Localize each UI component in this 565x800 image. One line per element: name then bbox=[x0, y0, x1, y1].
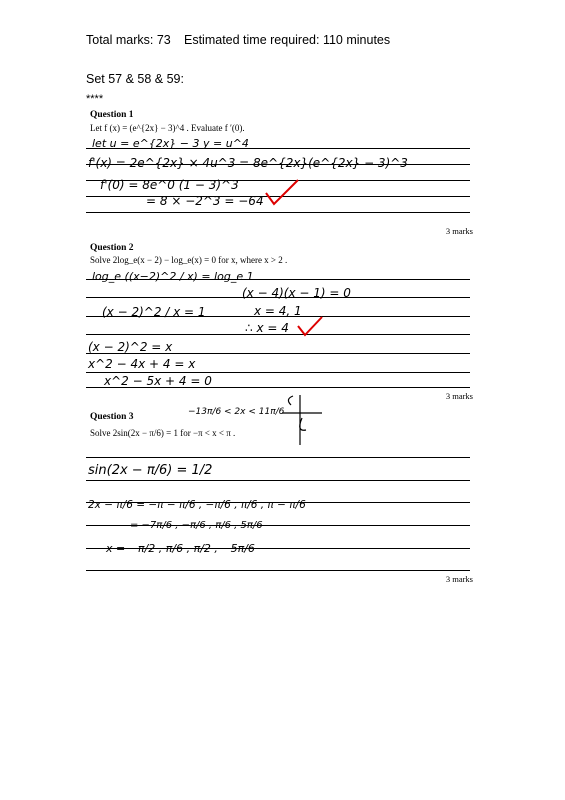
q3-working-line: = −7π/6 , −π/6 , π/6 , 5π/6 bbox=[130, 520, 263, 531]
answer-line bbox=[86, 387, 470, 388]
answer-line bbox=[86, 316, 470, 317]
tick-icon bbox=[266, 180, 298, 204]
answer-line bbox=[86, 148, 470, 149]
q2-working-line: (x − 2)^2 = x bbox=[88, 340, 173, 354]
q1-working-line: f'(0) = 8e^0 (1 − 3)^3 bbox=[100, 178, 239, 192]
q3-working-line: x = −π/2 , π/6 , π/2 , −5π/6 bbox=[106, 542, 255, 555]
question-1-marks: 3 marks bbox=[445, 226, 473, 236]
q2-working-line: log_e ((x−2)^2 / x) = log_e 1 bbox=[92, 270, 254, 283]
answer-line bbox=[86, 279, 470, 280]
question-2-title: Question 2 bbox=[90, 243, 134, 253]
q3-working-line: sin(2x − π/6) = 1/2 bbox=[88, 463, 213, 478]
estimated-time: Estimated time required: 110 minutes bbox=[184, 33, 391, 47]
answer-line bbox=[86, 570, 470, 571]
question-3-text: Solve 2sin(2x − π/6) = 1 for −π < x < π . bbox=[90, 428, 236, 438]
answer-line bbox=[86, 180, 470, 181]
answer-line bbox=[86, 372, 470, 373]
q1-working-line: let u = e^{2x} − 3 y = u^4 bbox=[92, 137, 249, 150]
q1-working-line: = 8 × −2^3 = −64 bbox=[146, 194, 264, 208]
stars: **** bbox=[86, 93, 104, 105]
answer-line bbox=[86, 353, 470, 354]
answer-line bbox=[86, 548, 470, 549]
set-title: Set 57 & 58 & 59: bbox=[86, 72, 184, 86]
answer-line bbox=[86, 480, 470, 481]
q1-working-line: f'(x) = 2e^{2x} × 4u^3 = 8e^{2x}(e^{2x} − 3)^3 bbox=[88, 156, 408, 170]
answer-line bbox=[86, 164, 470, 165]
q2-working-line: x = 4, 1 bbox=[254, 304, 302, 318]
answer-line bbox=[86, 334, 470, 335]
answer-line bbox=[86, 525, 470, 526]
tick-icon bbox=[298, 317, 322, 335]
answer-line bbox=[86, 196, 470, 197]
answer-line bbox=[86, 502, 470, 503]
question-2-text: Solve 2log_e(x − 2) − log_e(x) = 0 for x, where x > 2 . bbox=[90, 255, 288, 265]
q2-working-line: (x − 4)(x − 1) = 0 bbox=[242, 286, 351, 300]
q2-working-line: ∴ x = 4 bbox=[245, 321, 289, 335]
q2-working-line: x^2 − 5x + 4 = 0 bbox=[104, 374, 212, 388]
question-1-text: Let f (x) = (e^{2x} − 3)^4 . Evaluate f ′(0). bbox=[90, 123, 245, 133]
question-1-title: Question 1 bbox=[90, 110, 134, 120]
q2-working-line: x^2 − 4x + 4 = x bbox=[88, 357, 196, 371]
answer-line bbox=[86, 297, 470, 298]
q3-working-line: −13π/6 < 2x < 11π/6 bbox=[188, 407, 285, 417]
question-3-title: Question 3 bbox=[90, 412, 134, 422]
answer-line bbox=[86, 212, 470, 213]
total-marks: Total marks: 73 bbox=[86, 33, 171, 47]
q2-working-line: (x − 2)^2 / x = 1 bbox=[102, 305, 206, 319]
unit-circle-sketch bbox=[282, 395, 322, 445]
answer-line bbox=[86, 457, 470, 458]
q3-working-line: 2x − π/6 = −π − π/6 , −π/6 , π/6 , π − π/6 bbox=[88, 499, 306, 511]
question-2-marks: 3 marks bbox=[445, 391, 473, 401]
question-3-marks: 3 marks bbox=[445, 574, 473, 584]
